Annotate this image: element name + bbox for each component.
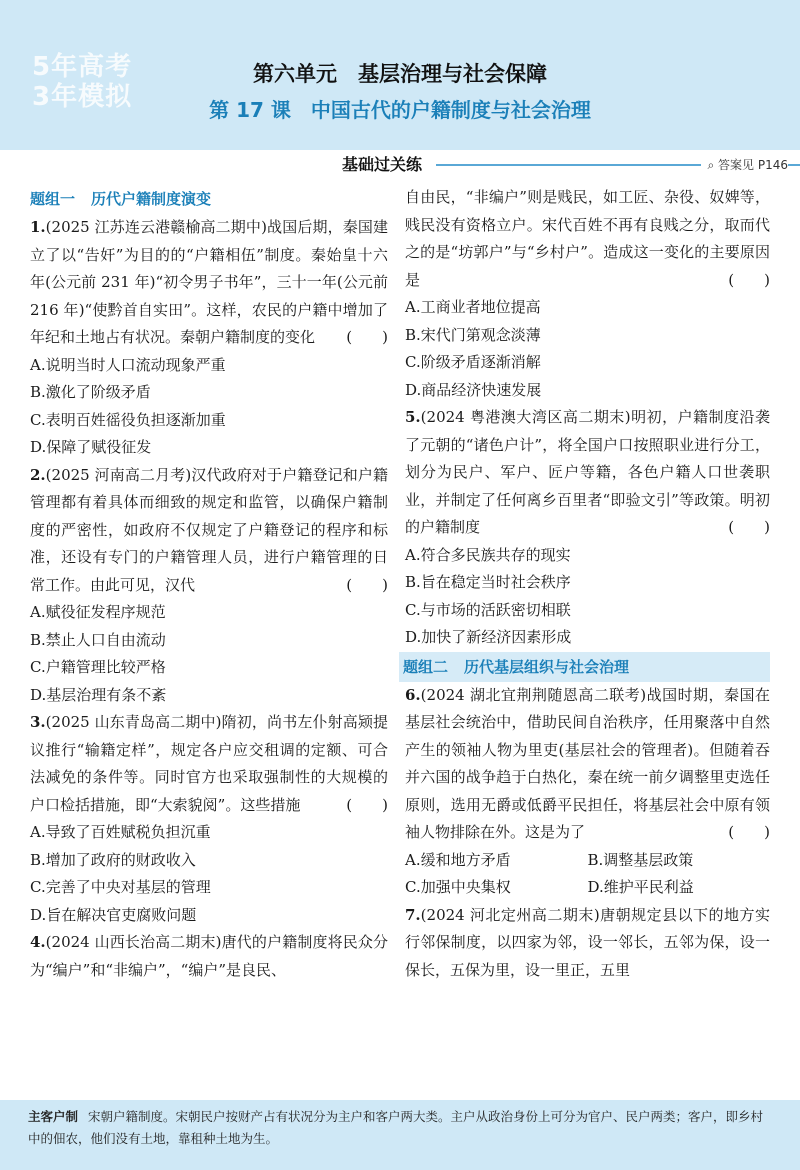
option-d: D.加快了新经济因素形成 [405, 628, 572, 646]
group-title-text: 历代户籍制度演变 [91, 190, 212, 208]
answer-blank: ( ) [728, 823, 770, 841]
question-text: (2024 湖北宜荆荆随恩高二联考)战国时期，秦国在基层社会统治中，借助民间自治秩序，任用聚落中自然产生的领袖人物为里吏(基层社会的管理者)。但随着吞并六国的战争趋于白热化，秦在统一前夕调整里吏选任原则，选用无爵或低爵平民担任，将基层社会中原有领袖人物排除在外。这是为了 [405, 685, 770, 841]
option-b: B.宋代门第观念淡薄 [405, 325, 541, 344]
question-number: 1. [30, 218, 46, 236]
answer-blank: ( ) [346, 575, 388, 594]
section-header [0, 150, 800, 180]
option-b: B.增加了政府的财政收入 [30, 850, 196, 869]
option-d: D.基层治理有条不紊 [30, 685, 167, 704]
footer-term: 主客户制 [28, 1109, 79, 1124]
question-1 [30, 214, 388, 462]
group-title-2 [399, 652, 770, 682]
question-stem [30, 214, 388, 352]
question-text: (2025 山东青岛高二期中)隋初，尚书左仆射高颎提议推行“输籍定样”，规定各户应交租调的定额、可合法减免的条件等。同时官方也采取强制性的大规模的户口检括措施，即“大索貌阅”。这些措施 [30, 713, 388, 814]
question-number: 6. [405, 685, 421, 704]
logo-line-1: 5年高考 [32, 52, 133, 82]
question-text: (2025 江苏连云港赣榆高二期中)战国后期，秦国建立了以“告奸”为目的的“户籍相伍”制度。秦始皇十六年(公元前 231 年)“初令男子书年”，三十一年(公元前 216 年)“使黔首自实田”。这样，农民的户籍中增加了年纪和土地占有状况。秦朝户籍制度的变化 [30, 218, 388, 346]
group-title-text: 历代基层组织与社会治理 [464, 657, 630, 676]
footer-note [0, 1100, 800, 1170]
question-text: (2024 山西长治高二期末)唐代的户籍制度将民众分为“编户”和“非编户”，“编户”是良民、 [30, 933, 388, 979]
question-number: 3. [30, 713, 46, 731]
option-a: A.赋役征发程序规范 [30, 603, 166, 621]
unit-title: 第六单元 基层治理与社会保障 [253, 62, 547, 86]
question-text: 自由民，“非编户”则是贱民，如工匠、杂役、奴婢等，贱民没有资格立户。宋代百姓不再有良贱之分，取而代之的是“坊郭户”与“乡村户”。造成这一变化的主要原因是 [405, 188, 770, 289]
option-row [405, 847, 770, 875]
question-7 [405, 902, 770, 985]
question-4-continued [405, 184, 770, 404]
answer-blank: ( ) [728, 518, 770, 536]
option-a: A.工商业者地位提高 [405, 298, 541, 316]
option-b: B.激化了阶级矛盾 [30, 383, 151, 401]
question-2 [30, 462, 388, 710]
option-a: A.说明当时人口流动现象严重 [30, 355, 226, 374]
question-4 [30, 929, 388, 984]
lesson-title: 第 17 课 中国古代的户籍制度与社会治理 [209, 98, 591, 122]
question-stem [405, 902, 770, 985]
question-stem [30, 929, 388, 984]
question-stem [405, 682, 770, 847]
answer-reference [701, 156, 788, 173]
section-title: 基础过关练 [328, 152, 436, 175]
footer-text [28, 1106, 772, 1150]
answer-blank: ( ) [346, 795, 388, 814]
question-stem [30, 709, 388, 819]
left-column [30, 184, 388, 984]
option-a: A.符合多民族共存的现实 [405, 545, 571, 564]
answer-blank: ( ) [728, 270, 770, 289]
answer-blank: ( ) [346, 328, 388, 346]
option-c: C.与市场的活跃密切相联 [405, 600, 571, 619]
option-row [405, 874, 770, 902]
magnifier-icon: ⌕ [707, 158, 719, 172]
option-b: B.禁止人口自由流动 [30, 630, 166, 649]
footer-body: 宋朝户籍制度。宋朝民户按财产占有状况分为主户和客户两大类。主户从政治身份上可分为官户、民户两类；客户，即乡村中的佃农，他们没有土地，靠租种土地为生。 [28, 1109, 764, 1146]
answer-ref-text: 答案见 P146 [718, 158, 788, 172]
question-text: (2024 粤港澳大湾区高二期末)明初，户籍制度沿袭了元朝的“诸色户计”，将全国户口按照职业进行分工，划分为民户、军户、匠户等籍，各色户籍人口世袭职业，并制定了任何离乡百里者“即验文引”等政策。明初的户籍制度 [405, 408, 770, 536]
option-d: D.旨在解决官吏腐败问题 [30, 905, 197, 924]
option-a: A.导致了百姓赋税负担沉重 [30, 823, 211, 841]
right-column [405, 184, 770, 984]
option-b: B.旨在稳定当时社会秩序 [405, 573, 571, 591]
question-5 [405, 404, 770, 652]
question-text: (2025 河南高二月考)汉代政府对于户籍登记和户籍管理都有着具体而细致的规定和监管，以确保户籍制度的严密性，如政府不仅规定了户籍登记的程序和标准，还设有专门的户籍管理人员，进行户籍管理的日常工作。由此可见，汉代 [30, 465, 388, 594]
option-d: D.商品经济快速发展 [405, 380, 542, 399]
question-text: (2024 河北定州高二期末)唐朝规定县以下的地方实行邻保制度，以四家为邻，设一邻长，五邻为保，设一保长，五保为里，设一里正，五里 [405, 905, 770, 979]
header-band [0, 0, 800, 150]
option-a: A.缓和地方矛盾 [405, 850, 511, 869]
question-stem [405, 184, 770, 294]
option-c: C.阶级矛盾逐渐消解 [405, 353, 541, 371]
option-c: C.加强中央集权 [405, 878, 511, 896]
group-label: 题组一 [30, 190, 76, 208]
option-c: C.表明百姓徭役负担逐渐加重 [30, 410, 226, 429]
question-number: 5. [405, 408, 421, 426]
option-d: D.维护平民利益 [587, 878, 694, 896]
option-c: C.户籍管理比较严格 [30, 658, 166, 676]
question-number: 2. [30, 465, 46, 484]
question-3 [30, 709, 388, 929]
section-rule-mask [0, 164, 330, 166]
option-d: D.保障了赋役征发 [30, 438, 152, 456]
question-stem [30, 462, 388, 600]
question-stem [405, 404, 770, 542]
group-label: 题组二 [403, 657, 449, 676]
question-number: 7. [405, 905, 421, 924]
group-title-1 [30, 184, 388, 214]
question-number: 4. [30, 933, 46, 951]
option-b: B.调整基层政策 [587, 850, 694, 869]
question-6 [405, 682, 770, 902]
option-c: C.完善了中央对基层的管理 [30, 878, 211, 896]
logo-line-2: 3年模拟 [32, 82, 133, 112]
